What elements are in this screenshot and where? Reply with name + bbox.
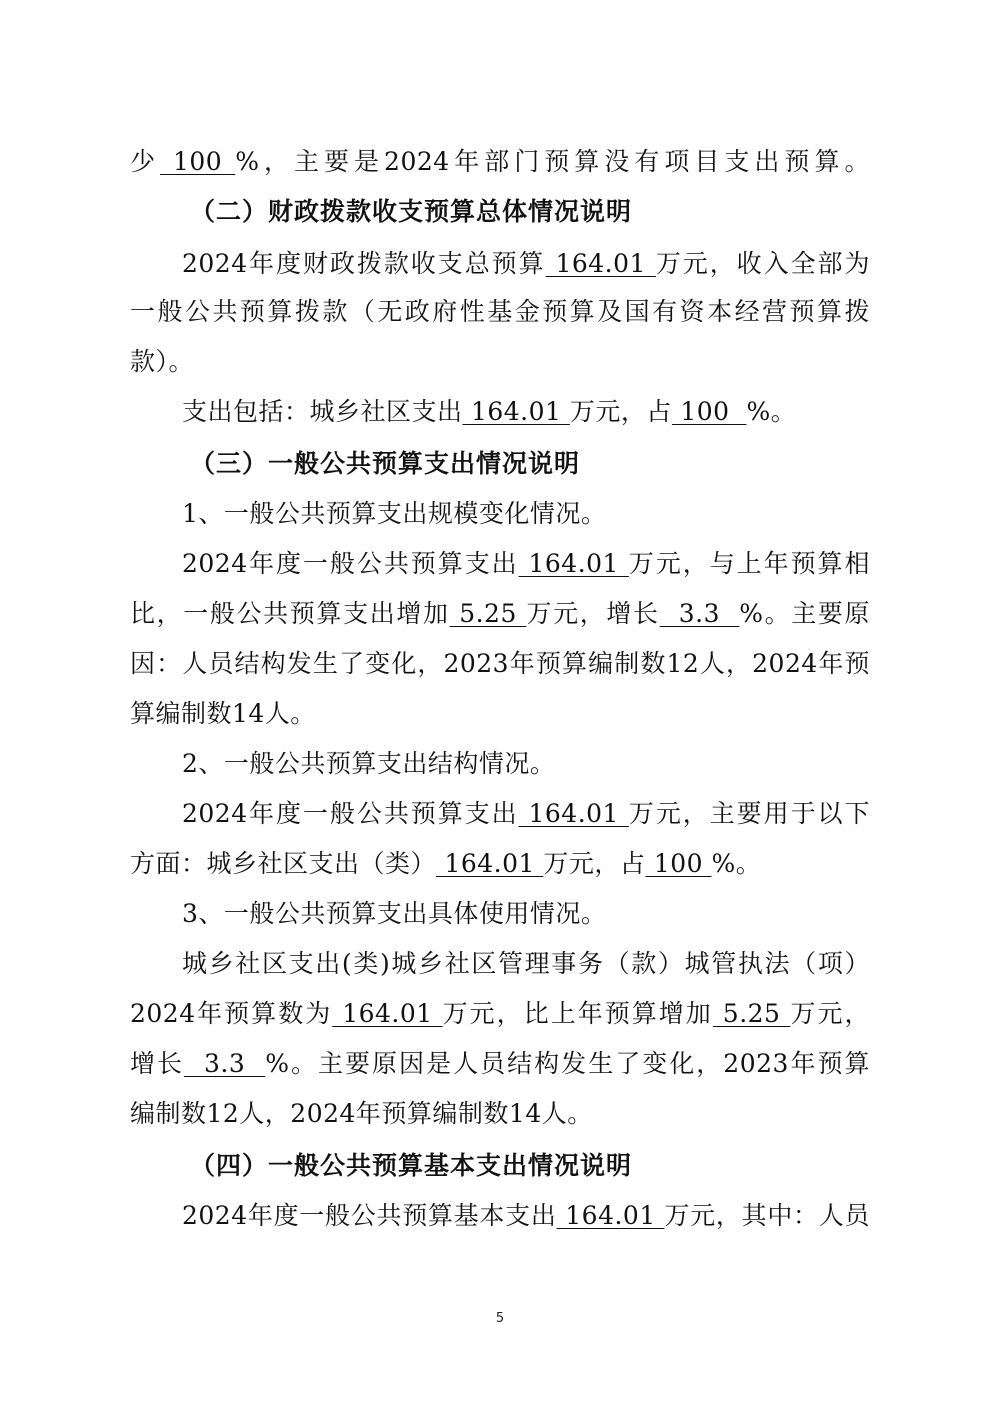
paragraph-line: 算编制数14人。 xyxy=(130,699,316,728)
underlined-value: 100 xyxy=(671,397,747,426)
section-heading: （四）一般公共预算基本支出情况说明 xyxy=(190,1151,633,1180)
page-number: 5 xyxy=(495,1311,505,1326)
text-run: 少 xyxy=(130,147,161,176)
text-run: 万元， xyxy=(790,999,870,1028)
text-run: 2024年度一般公共预算支出 xyxy=(182,549,519,578)
text-run: 万元，占 xyxy=(543,849,646,878)
underlined-value: 164.01 xyxy=(436,849,544,878)
text-run: 万元，收入全部为 xyxy=(655,249,870,278)
underlined-value: 3.3 xyxy=(184,1049,266,1078)
text-run: 万元，比上年预算增加 xyxy=(442,999,713,1028)
text-run: %。主要原因是人员结构发生了变化，2023年预算 xyxy=(265,1049,870,1078)
text-run: 2024年度一般公共预算基本支出 xyxy=(182,1201,557,1230)
underlined-value: 164.01 xyxy=(545,249,656,278)
text-run: %。 xyxy=(711,849,762,878)
text-run: %，主要是2024年部门预算没有项目支出预算。 xyxy=(235,147,870,176)
paragraph-line: 款）。 xyxy=(130,347,195,376)
section-heading: （二）财政拨款收支预算总体情况说明 xyxy=(190,197,633,226)
text-run: 方面：城乡社区支出（类） xyxy=(130,849,437,878)
underlined-value: 5.25 xyxy=(449,599,527,628)
paragraph-line: 一般公共预算拨款（无政府性基金预算及国有资本经营预算拨 xyxy=(130,297,870,326)
paragraph-line xyxy=(182,1196,870,1236)
underlined-value: 164.01 xyxy=(462,397,570,426)
paragraph-line xyxy=(130,844,870,884)
paragraph-line: 因：人员结构发生了变化，2023年预算编制数12人，2024年预 xyxy=(130,649,870,678)
paragraph-line xyxy=(130,142,870,182)
paragraph-line xyxy=(182,244,870,284)
paragraph-line: 3、一般公共预算支出具体使用情况。 xyxy=(182,899,607,928)
paragraph-line xyxy=(182,392,870,432)
text-run: %。主要原 xyxy=(739,599,870,628)
paragraph-line xyxy=(130,1044,870,1084)
paragraph-line xyxy=(182,544,870,584)
underlined-value: 164.01 xyxy=(518,549,629,578)
underlined-value: 5.25 xyxy=(712,999,791,1028)
text-run: %。 xyxy=(746,397,797,426)
text-run: 比，一般公共预算支出增加 xyxy=(130,599,450,628)
text-run: 增长 xyxy=(130,1049,185,1078)
text-run: 支出包括：城乡社区支出 xyxy=(182,397,463,426)
paragraph-line xyxy=(130,994,870,1034)
paragraph-line: 2、一般公共预算支出结构情况。 xyxy=(182,749,556,778)
underlined-value: 164.01 xyxy=(518,799,629,828)
paragraph-line xyxy=(130,594,870,634)
text-run: 2024年度财政拨款收支总预算 xyxy=(182,249,546,278)
underlined-value: 100 xyxy=(160,147,236,176)
text-run: 万元，占 xyxy=(569,397,672,426)
text-run: 万元，与上年预算相 xyxy=(628,549,870,578)
text-run: 万元，主要用于以下 xyxy=(628,799,870,828)
paragraph-line: 1、一般公共预算支出规模变化情况。 xyxy=(182,499,607,528)
section-heading: （三）一般公共预算支出情况说明 xyxy=(190,449,581,478)
paragraph-line: 编制数12人，2024年预算编制数14人。 xyxy=(130,1099,593,1128)
text-run: 万元，其中：人员 xyxy=(664,1201,870,1230)
underlined-value: 3.3 xyxy=(659,599,740,628)
underlined-value: 100 xyxy=(645,849,712,878)
text-run: 2024年预算数为 xyxy=(130,999,333,1028)
text-run: 2024年度一般公共预算支出 xyxy=(182,799,519,828)
paragraph-line xyxy=(182,794,870,834)
paragraph-line: 城乡社区支出(类)城乡社区管理事务（款）城管执法（项） xyxy=(182,949,870,978)
underlined-value: 164.01 xyxy=(556,1201,665,1230)
underlined-value: 164.01 xyxy=(332,999,443,1028)
text-run: 万元，增长 xyxy=(526,599,660,628)
